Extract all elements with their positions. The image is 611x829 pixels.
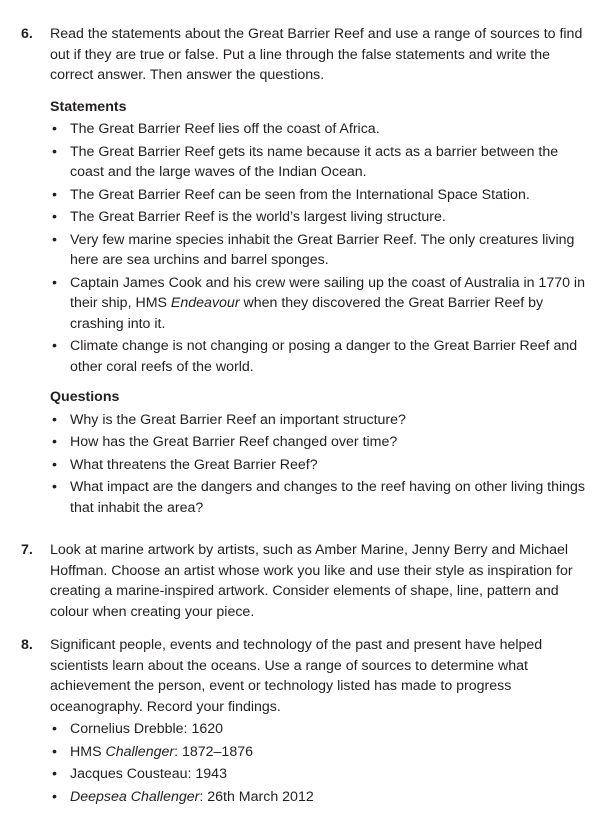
finding-challenger — [50, 742, 595, 763]
finding-deepsea-name: Deepsea Challenger — [70, 788, 200, 805]
statement-6-after: when they discovered the Great Barrier Reef by crashing into it. — [70, 295, 544, 332]
statements-list — [50, 119, 595, 377]
question-item-1: • Why is the Great Barrier Reef an important structure? — [50, 410, 595, 431]
statement-7: • Climate change is not changing or posing a danger to the Great Barrier Reef and other coral reefs of the world. — [50, 336, 595, 377]
statement-6-ship: Endeavour — [170, 295, 240, 311]
questions-list — [50, 410, 595, 519]
finding-challenger-prefix: HMS — [70, 743, 106, 760]
finding-drebble: • Cornelius Drebble: 1620 — [50, 719, 595, 740]
findings-list — [50, 719, 595, 807]
question-7-text: Look at marine artwork by artists, such as Amber Marine, Jenny Berry and Michael Hoffman. Choose an artist whose work you like and use their style as inspiration for creating a marine-inspired artwork. Consider elements of shape, line, pattern and colour when creating your piece. — [50, 542, 573, 620]
questions-heading: Questions — [50, 389, 120, 405]
question-6-number: 6. — [21, 26, 33, 42]
statement-5: • Very few marine species inhabit the Great Barrier Reef. The only creatures living here are sea urchins and barrel sponges. — [50, 230, 595, 271]
question-8-body — [50, 635, 595, 807]
question-7 — [0, 540, 600, 622]
finding-cousteau: • Jacques Cousteau: 1943 — [50, 764, 595, 785]
statement-3: • The Great Barrier Reef can be seen from the International Space Station. — [50, 185, 595, 206]
question-8-text: Significant people, events and technology of the past and present have helped scientists learn about the oceans. Use a range of sources to determine what achievement the person, event or technology listed has made to progress oceanography. Record your findings. — [50, 637, 543, 715]
statement-1: • The Great Barrier Reef lies off the coast of Africa. — [50, 119, 595, 140]
question-8-number: 8. — [21, 637, 33, 653]
finding-deepsea-date: : 26th March 2012 — [199, 788, 314, 805]
question-7-number: 7. — [21, 542, 33, 558]
question-item-3: • What threatens the Great Barrier Reef? — [50, 455, 595, 476]
question-item-2: • How has the Great Barrier Reef changed over time? — [50, 432, 595, 453]
finding-challenger-name: Challenger — [105, 743, 175, 760]
question-6-text: Read the statements about the Great Barrier Reef and use a range of sources to find out if they are true or false. Put a line through the false statements and write the correct answer. Then answer the questions. — [50, 26, 583, 83]
finding-deepsea — [50, 787, 595, 808]
question-6-body — [50, 24, 595, 518]
statement-4: • The Great Barrier Reef is the world’s largest living structure. — [50, 207, 595, 228]
statement-6 — [50, 273, 595, 335]
question-7-body — [50, 540, 595, 622]
statement-6-before: Captain James Cook and his crew were sailing up the coast of Australia in 1770 in their ship, HMS — [70, 274, 585, 311]
statement-2: • The Great Barrier Reef gets its name because it acts as a barrier between the coast and the large waves of the Indian Ocean. — [50, 142, 595, 183]
question-6 — [0, 24, 600, 518]
question-item-4: • What impact are the dangers and changes to the reef having on other living things that inhabit the area? — [50, 477, 595, 518]
statements-heading: Statements — [50, 98, 127, 115]
question-8 — [0, 635, 600, 807]
finding-challenger-dates: : 1872–1876 — [174, 743, 253, 760]
